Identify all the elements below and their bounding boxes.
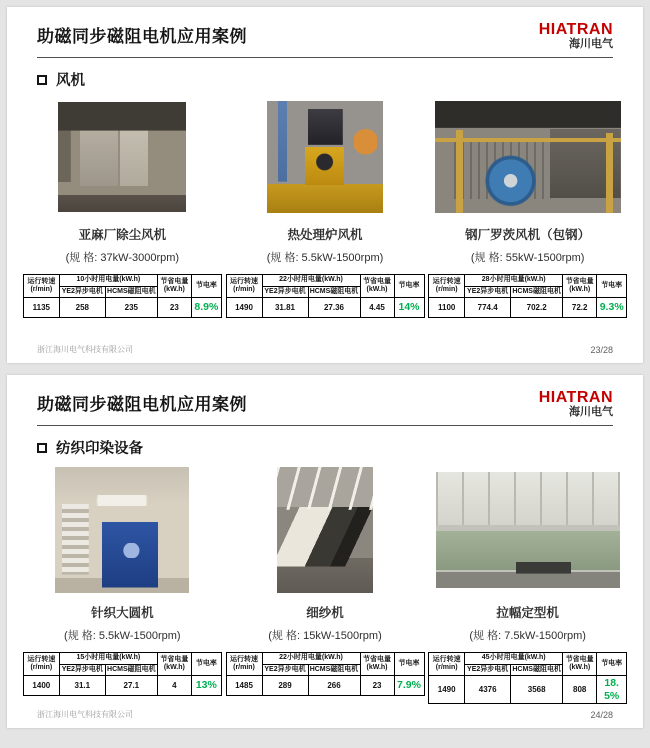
- page-number: 24/28: [590, 710, 613, 720]
- header-hcms-motor: HCMS磁阻电机: [511, 286, 563, 297]
- header-usage: 22小时用电量(kW.h): [262, 275, 360, 286]
- table-header-row-1: [429, 275, 627, 286]
- header-rate: 节电率: [191, 653, 221, 676]
- header-speed: 运行转速(r/min): [226, 275, 262, 298]
- slide-footer: [37, 344, 613, 355]
- footer-company: 浙江海川电气科技有限公司: [37, 710, 133, 719]
- value-hcms: 266: [308, 676, 360, 696]
- header-saving: 节省电量(kW.h): [157, 653, 191, 676]
- header-speed: 运行转速(r/min): [23, 653, 59, 676]
- value-ye2: 31.1: [59, 676, 105, 696]
- case-column: [21, 466, 224, 704]
- energy-saving-table: [226, 274, 425, 318]
- case-column: [21, 98, 224, 318]
- value-ye2: 258: [59, 298, 105, 318]
- header-ye2-motor: YE2异步电机: [465, 286, 511, 297]
- logo-company-text: 海川电气: [569, 405, 613, 418]
- header-rate: 节电率: [191, 275, 221, 298]
- header-saving: 节省电量(kW.h): [360, 275, 394, 298]
- value-ye2: 289: [262, 676, 308, 696]
- equipment-spec: (规 格: 7.5kW-1500rpm): [469, 630, 586, 643]
- photo-frame: [267, 98, 383, 216]
- equipment-spec: (规 格: 15kW-1500rpm): [268, 630, 382, 643]
- slide-textile-cases: [7, 375, 643, 728]
- header-ye2-motor: YE2异步电机: [262, 286, 308, 297]
- value-saving: 23: [360, 676, 394, 696]
- table-data-row: [226, 298, 424, 318]
- value-hcms: 235: [105, 298, 157, 318]
- equipment-name: 热处理炉风机: [287, 228, 363, 243]
- header-saving: 节省电量(kW.h): [563, 653, 597, 676]
- equipment-name: 拉幅定型机: [496, 606, 559, 621]
- slide-footer: [37, 709, 613, 720]
- header-ye2-motor: YE2异步电机: [59, 286, 105, 297]
- footer-company: 浙江海川电气科技有限公司: [37, 345, 133, 354]
- value-hcms: 3568: [511, 676, 563, 704]
- value-hcms: 27.1: [105, 676, 157, 696]
- page-number: 23/28: [590, 345, 613, 355]
- photo-heat-treatment-furnace-fan: [267, 101, 383, 213]
- energy-saving-table: [428, 652, 627, 704]
- value-saving: 4: [157, 676, 191, 696]
- hiatran-logo: [539, 22, 613, 50]
- table-header-row-1: [23, 653, 221, 664]
- slide-title: 助磁同步磁阻电机应用案例: [37, 395, 247, 414]
- equipment-name: 细纱机: [306, 606, 344, 621]
- header-hcms-motor: HCMS磁阻电机: [105, 664, 157, 675]
- section-label: 纺织印染设备: [56, 441, 143, 458]
- header-hcms-motor: HCMS磁阻电机: [511, 664, 563, 675]
- logo-company-text: 海川电气: [569, 37, 613, 50]
- header-rate: 节电率: [394, 653, 424, 676]
- case-column: [426, 98, 629, 318]
- table-header-row-1: [429, 653, 627, 664]
- energy-saving-table: [23, 274, 222, 318]
- header-ye2-motor: YE2异步电机: [59, 664, 105, 675]
- case-list: [7, 98, 643, 318]
- photo-frame: [277, 466, 373, 594]
- value-hcms: 702.2: [511, 298, 563, 318]
- photo-linen-dust-fan: [58, 102, 186, 212]
- section-heading: [7, 58, 643, 98]
- photo-frame: [436, 466, 620, 594]
- photo-spinning-frame: [277, 467, 373, 593]
- header-rate: 节电率: [597, 275, 627, 298]
- energy-saving-table: [226, 652, 425, 696]
- equipment-name: 针织大圆机: [91, 606, 154, 621]
- value-saving: 23: [157, 298, 191, 318]
- header-hcms-motor: HCMS磁阻电机: [308, 664, 360, 675]
- value-speed: 1490: [226, 298, 262, 318]
- table-data-row: [226, 676, 424, 696]
- value-speed: 1135: [23, 298, 59, 318]
- header-speed: 运行转速(r/min): [226, 653, 262, 676]
- value-ye2: 774.4: [465, 298, 511, 318]
- value-speed: 1400: [23, 676, 59, 696]
- value-saving-rate: 14%: [394, 298, 424, 318]
- case-list: [7, 466, 643, 704]
- value-ye2: 31.81: [262, 298, 308, 318]
- value-speed: 1485: [226, 676, 262, 696]
- value-saving-rate: 8.9%: [191, 298, 221, 318]
- header-usage: 28小时用电量(kW.h): [465, 275, 563, 286]
- value-saving-rate: 7.9%: [394, 676, 424, 696]
- table-data-row: [23, 676, 221, 696]
- photo-frame: [435, 98, 621, 216]
- header-rate: 节电率: [597, 653, 627, 676]
- photo-frame: [58, 98, 186, 216]
- case-column: [224, 466, 427, 704]
- table-header-row-1: [23, 275, 221, 286]
- energy-saving-table: [428, 274, 627, 318]
- header-saving: 节省电量(kW.h): [157, 275, 191, 298]
- slide-header: [7, 375, 643, 423]
- equipment-spec: (规 格: 37kW-3000rpm): [65, 252, 180, 265]
- logo-brand-text: HIATRAN: [538, 389, 613, 406]
- header-ye2-motor: YE2异步电机: [262, 664, 308, 675]
- header-speed: 运行转速(r/min): [429, 275, 465, 298]
- value-saving: 4.45: [360, 298, 394, 318]
- table-data-row: [429, 676, 627, 704]
- value-speed: 1100: [429, 298, 465, 318]
- value-ye2: 4376: [465, 676, 511, 704]
- table-header-row-1: [226, 275, 424, 286]
- equipment-spec: (规 格: 55kW-1500rpm): [470, 252, 585, 265]
- equipment-spec: (规 格: 5.5kW-1500rpm): [64, 630, 181, 643]
- square-bullet-icon: [37, 443, 47, 453]
- value-hcms: 27.36: [308, 298, 360, 318]
- equipment-name: 钢厂罗茨风机（包钢）: [465, 228, 591, 243]
- slide-fan-cases: [7, 7, 643, 363]
- equipment-spec: (规 格: 5.5kW-1500rpm): [266, 252, 384, 265]
- table-data-row: [429, 298, 627, 318]
- logo-brand-text: HIATRAN: [538, 21, 613, 38]
- header-hcms-motor: HCMS磁阻电机: [308, 286, 360, 297]
- table-data-row: [23, 298, 221, 318]
- header-saving: 节省电量(kW.h): [360, 653, 394, 676]
- equipment-name: 亚麻厂除尘风机: [78, 228, 167, 243]
- header-ye2-motor: YE2异步电机: [465, 664, 511, 675]
- section-label: 风机: [56, 73, 85, 90]
- header-usage: 15小时用电量(kW.h): [59, 653, 157, 664]
- value-saving-rate: 18.5%: [597, 676, 627, 704]
- header-usage: 22小时用电量(kW.h): [262, 653, 360, 664]
- value-saving-rate: 9.3%: [597, 298, 627, 318]
- header-speed: 运行转速(r/min): [429, 653, 465, 676]
- case-column: [426, 466, 629, 704]
- case-column: [224, 98, 427, 318]
- section-heading: [7, 426, 643, 466]
- value-saving-rate: 13%: [191, 676, 221, 696]
- header-usage: 45小时用电量(kW.h): [465, 653, 563, 664]
- value-speed: 1490: [429, 676, 465, 704]
- photo-frame: [55, 466, 189, 594]
- slide-title: 助磁同步磁阻电机应用案例: [37, 27, 247, 46]
- square-bullet-icon: [37, 75, 47, 85]
- header-saving: 节省电量(kW.h): [563, 275, 597, 298]
- energy-saving-table: [23, 652, 222, 696]
- photo-roots-blower: [435, 101, 621, 213]
- hiatran-logo: [539, 390, 613, 418]
- photo-stenter-setting-machine: [436, 472, 620, 588]
- header-rate: 节电率: [394, 275, 424, 298]
- value-saving: 72.2: [563, 298, 597, 318]
- header-speed: 运行转速(r/min): [23, 275, 59, 298]
- photo-circular-knitting-machine: [55, 467, 189, 593]
- slide-header: [7, 7, 643, 55]
- header-hcms-motor: HCMS磁阻电机: [105, 286, 157, 297]
- header-usage: 10小时用电量(kW.h): [59, 275, 157, 286]
- value-saving: 808: [563, 676, 597, 704]
- table-header-row-1: [226, 653, 424, 664]
